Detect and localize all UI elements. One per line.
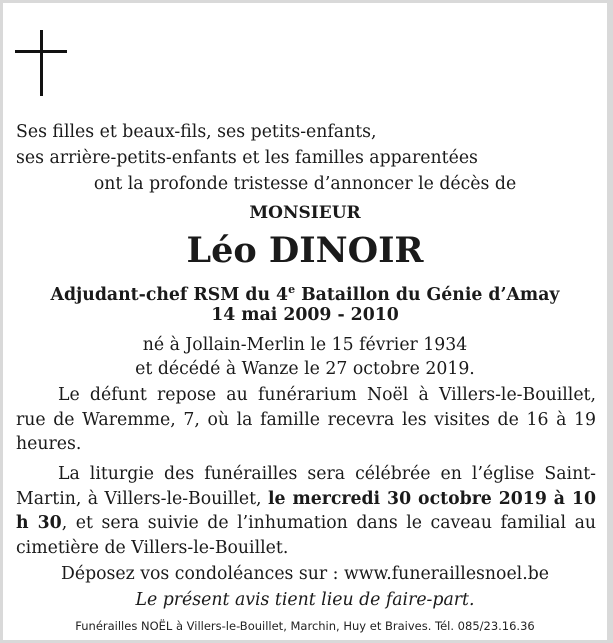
obituary-notice (3, 3, 607, 640)
cross-icon (15, 30, 67, 96)
funeral-date: le mercredi 30 octobre 2019 à 10 h 30 (16, 488, 596, 533)
military-rank (3, 283, 607, 305)
birth-line: né à Jollain-Merlin le 15 février 1934 (142, 335, 468, 355)
intro-line-1: Ses filles et beaux-fils, ses petits-enfants, (16, 122, 377, 142)
deceased-name: Léo DINOIR (186, 230, 424, 271)
footer-funeral-home: Funérailles NOËL à Villers-le-Bouillet, Marchin, Huy et Braives. Tél. 085/23.16.36 (75, 619, 535, 633)
intro-line-2: ses arrière-petits-enfants et les familles apparentées (16, 148, 478, 168)
service-dates: 14 mai 2009 - 2010 (211, 305, 399, 325)
intro-line-3: ont la profonde tristesse d’annoncer le décès de (93, 174, 517, 194)
funeral-text-1: La liturgie des funérailles sera célébrée en l’église Saint-Martin, à Villers-le-Bouillet, (16, 464, 596, 509)
funeral-paragraph (16, 462, 596, 560)
notice-line: Le présent avis tient lieu de faire-part. (135, 590, 475, 610)
title-word: MONSIEUR (249, 203, 361, 223)
rank-text: Adjudant-chef RSM du 4 (50, 284, 289, 305)
visitation-paragraph: Le défunt repose au funérarium Noël à Villers-le-Bouillet, rue de Waremme, 7, où la famille recevra les visites de 16 à 19 heures. (16, 385, 596, 454)
death-line: et décédé à Wanze le 27 octobre 2019. (135, 359, 475, 379)
rank-unit: Bataillon du Génie d’Amay (295, 284, 560, 305)
rank-superscript: e (288, 283, 296, 296)
funeral-text-2: , et sera suivie de l’inhumation dans le caveau familial au cimetière de Villers-le-Bouillet. (16, 513, 596, 558)
condolences-line: Déposez vos condoléances sur : www.funeraillesnoel.be (61, 564, 549, 584)
